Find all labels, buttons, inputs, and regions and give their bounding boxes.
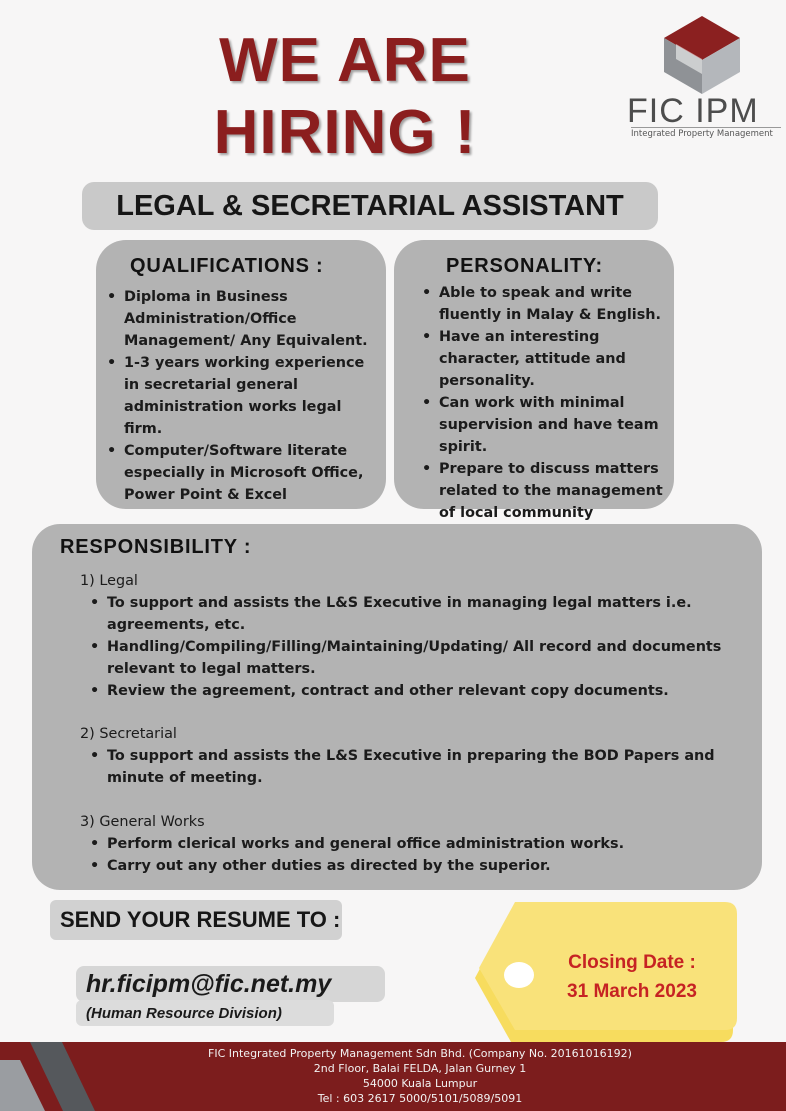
closing-date-label: Closing Date :: [568, 952, 696, 973]
email-link[interactable]: hr.ficipm@fic.net.my: [76, 966, 385, 1002]
headline-line-2: HIRING !: [213, 98, 477, 167]
list-item: • To support and assists the L&S Executive in preparing the BOD Papers and minute of meeting.: [90, 745, 742, 789]
footer-tel: Tel : 603 2617 5000/5101/5089/5091: [317, 1092, 523, 1105]
list-item: • Able to speak and write fluently in Malay & English.: [422, 282, 667, 326]
section-title-general-works: 3) General Works: [80, 814, 205, 830]
list-item: • Review the agreement, contract and other relevant copy documents.: [90, 680, 742, 702]
list-item: • Have an interesting character, attitude and personality.: [422, 326, 667, 392]
footer-contact: [170, 1046, 670, 1106]
section-title-secretarial: 2) Secretarial: [80, 726, 177, 742]
list-item: • Diploma in Business Administration/Office Management/ Any Equivalent.: [107, 286, 382, 352]
list-item: • Perform clerical works and general office administration works.: [90, 833, 742, 855]
personality-list: [422, 282, 667, 546]
list-item: • Handling/Compiling/Filling/Maintaining/Updating/ All record and documents relevant to legal matters.: [90, 636, 742, 680]
legal-duties-list: [90, 592, 742, 702]
headline-line-1: WE ARE: [219, 26, 471, 95]
house-roof-logo-icon: [664, 16, 740, 94]
division-label: (Human Resource Division): [76, 1000, 334, 1026]
section-title-legal: 1) Legal: [80, 573, 138, 589]
qualifications-panel: [96, 240, 386, 509]
job-title: LEGAL & SECRETARIAL ASSISTANT: [82, 182, 658, 230]
send-resume-label: SEND YOUR RESUME TO :: [50, 900, 342, 940]
list-item: • Computer/Software literate especially in Microsoft Office, Power Point & Excel: [107, 440, 382, 506]
qualifications-heading: QUALIFICATIONS :: [130, 255, 324, 277]
list-item: • Prepare to discuss matters related to the management of local community: [422, 458, 667, 546]
list-item: • Carry out any other duties as directed by the superior.: [90, 855, 742, 877]
secretarial-duties-list: [90, 745, 742, 789]
chevron-decoration-icon: [0, 1042, 95, 1111]
footer-company: FIC Integrated Property Management Sdn Bhd. (Company No. 20161016192): [208, 1047, 632, 1060]
qualifications-list: [107, 286, 382, 506]
personality-panel: [394, 240, 674, 521]
general-duties-list: [90, 833, 742, 877]
personality-heading: PERSONALITY:: [446, 255, 604, 277]
list-item: • To support and assists the L&S Executive in managing legal matters i.e. agreements, etc.: [90, 592, 742, 636]
logo-name: FIC IPM: [627, 92, 759, 130]
logo-tagline: Integrated Property Management: [631, 127, 781, 139]
footer-address-1: 2nd Floor, Balai FELDA, Jalan Gurney 1: [313, 1062, 527, 1075]
closing-date-value: 31 March 2023: [567, 981, 697, 1002]
responsibility-heading: RESPONSIBILITY :: [60, 536, 252, 558]
footer-address-2: 54000 Kuala Lumpur: [362, 1077, 478, 1090]
list-item: • 1-3 years working experience in secretarial general administration works legal firm.: [107, 352, 382, 440]
list-item: • Can work with minimal supervision and have team spirit.: [422, 392, 667, 458]
